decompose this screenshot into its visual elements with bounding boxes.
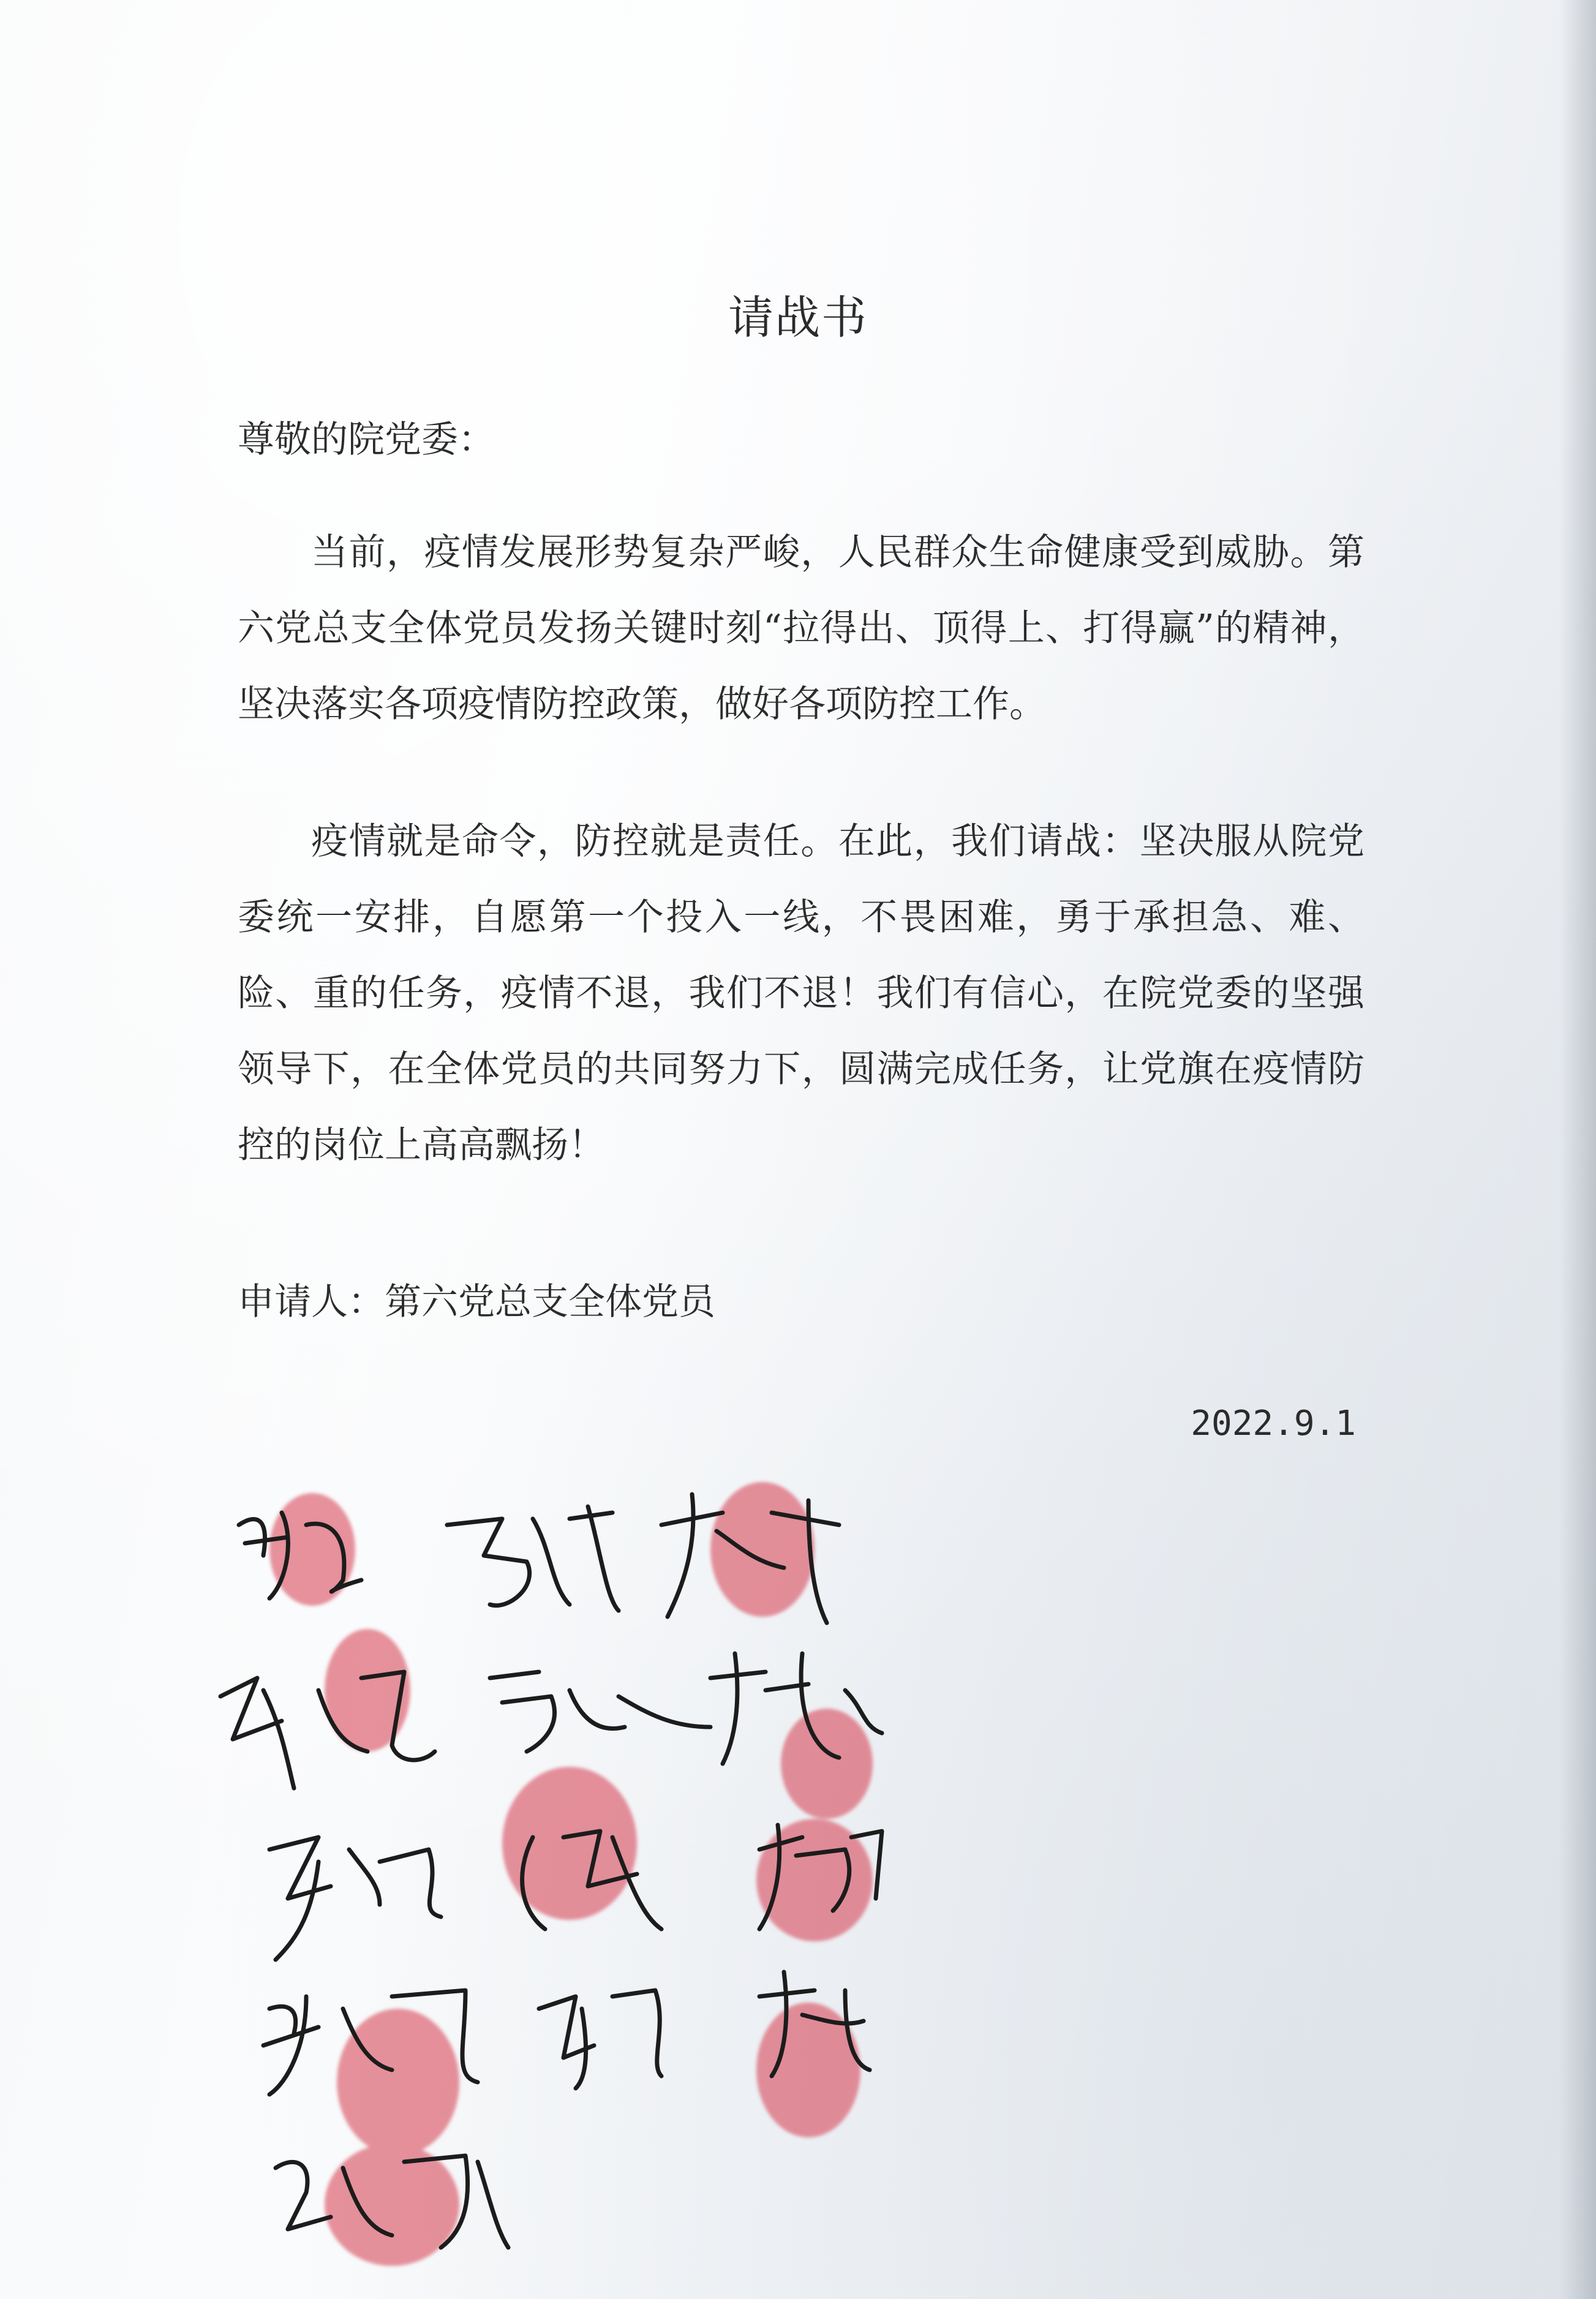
applicant-line: 申请人：第六党总支全体党员 <box>238 1281 715 1323</box>
fingerprint-group <box>269 1482 873 2266</box>
fingerprint <box>781 1709 873 1819</box>
signatures-with-fingerprints <box>0 1458 1596 2299</box>
signature-area <box>0 1458 1596 2299</box>
fingerprint <box>337 2009 459 2156</box>
signature <box>269 1837 441 1960</box>
signature <box>539 1990 661 2088</box>
document-date: 2022.9.1 <box>1191 1404 1356 1443</box>
paragraph-1: 当前，疫情发展形势复杂严峻，人民群众生命健康受到威胁。第六党总支全体党员发扬关键时刻“拉得出、顶得上、打得赢”的精神，坚决落实各项疫情防控政策，做好各项防控工作。 <box>238 531 1365 726</box>
paragraph-2: 疫情就是命令，防控就是责任。在此，我们请战：坚决服从院党委统一安排，自愿第一个投入一线，不畏困难，勇于承担急、难、险、重的任务，疫情不退，我们不退！我们有信心，在院党委的坚强领导下，在全体党员的共同努力下，圆满完成任务，让党旗在疫情防控的岗位上高高飘扬！ <box>238 820 1365 1167</box>
document-title: 请战书 <box>728 292 868 344</box>
signature <box>490 1672 710 1752</box>
signature <box>447 1507 619 1611</box>
fingerprint <box>710 1482 815 1617</box>
salutation: 尊敬的院党委： <box>238 418 495 461</box>
